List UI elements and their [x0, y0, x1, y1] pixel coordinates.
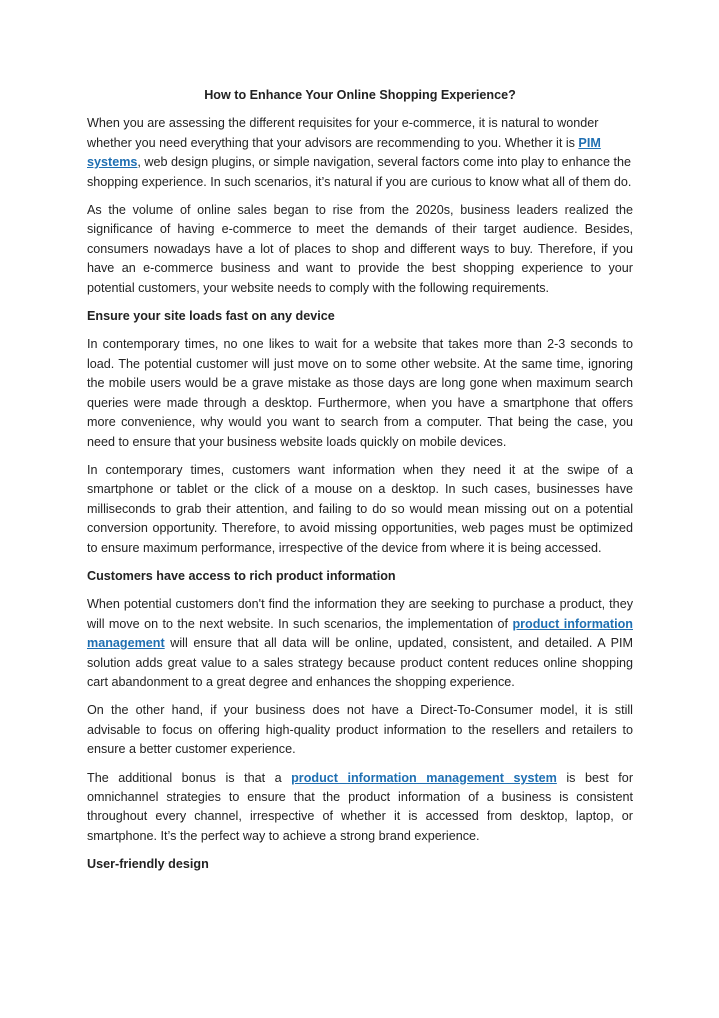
pim-systems-link[interactable]: PIM systems	[87, 135, 601, 170]
paragraph-text: When potential customers don't find the information they are seeking to purchase a product, they will move on to the next website. In such scenarios, the implementation of	[87, 597, 633, 631]
paragraph-omnichannel	[87, 769, 633, 847]
document-title: How to Enhance Your Online Shopping Experience?	[204, 88, 516, 102]
section-heading-product-info: Customers have access to rich product information	[87, 568, 396, 583]
paragraph-text: The additional bonus is that a	[87, 770, 292, 785]
paragraph-intro	[87, 114, 633, 192]
section-heading-site-loads: Ensure your site loads fast on any device	[87, 309, 335, 324]
paragraph-text: is best for omnichannel strategies to ensure that the product information of a business is consistent throughout every channel, irrespective of whether it is accessed from desktop, laptop, or smartphone. It’s the perfect way to achieve a strong brand experience.	[87, 770, 634, 843]
paragraph-text: When you are assessing the different requisites for your e-commerce, it is natural to wonder whether you need everything that your advisors are recommending to you. Whether it is	[87, 116, 599, 150]
paragraph-load-time: In contemporary times, no one likes to wait for a website that takes more than 2-3 seconds to load. The potential customer will just move on to some other website. At the same time, ignoring the mobile users would be a grave mistake as those days are long gone when maximum search queries were made through a desktop. Furthermore, when you have a smartphone that offers more convenience, why would you want to search from a computer. That being the case, you need to ensure that your business website loads quickly on mobile devices.	[87, 337, 633, 449]
paragraph-performance: In contemporary times, customers want information when they need it at the swipe of a smartphone or tablet or the click of a mouse on a desktop. In such cases, businesses have milliseconds to grab their attention, and failing to do so would mean missing out on a potential conversion opportunity. Therefore, to avoid missing opportunities, web pages must be optimized to ensure maximum performance, irrespective of the device from where it is being accessed.	[87, 462, 633, 555]
paragraph-text: will ensure that all data will be online, updated, consistent, and detailed. A PIM solution adds great value to a sales strategy because product content reduces online shopping cart abandonment to a great degree and enhances the shopping experience.	[87, 636, 633, 689]
document-page	[87, 86, 633, 884]
section-heading-user-friendly: User-friendly design	[87, 857, 209, 872]
paragraph-pim	[87, 595, 633, 692]
product-information-management-link[interactable]: product information management	[87, 616, 633, 651]
paragraph-text: , web design plugins, or simple navigation, several factors come into play to enhance the shopping experience. In such scenarios, it’s natural if you are curious to know what all of them do.	[87, 155, 632, 189]
paragraph-online-sales: As the volume of online sales began to rise from the 2020s, business leaders realized the significance of having e-commerce to meet the demands of their target audience. Besides, consumers nowadays have a lot of places to shop and different ways to buy. Therefore, if you have an e-commerce business and want to provide the best shopping experience to your potential customers, your website needs to comply with the following requirements.	[87, 203, 633, 295]
product-information-management-system-link[interactable]: product information management system	[291, 770, 557, 785]
paragraph-d2c: On the other hand, if your business does not have a Direct-To-Consumer model, it is still advisable to focus on offering high-quality product information to the resellers and retailers to ensure a better customer experience.	[87, 703, 633, 757]
